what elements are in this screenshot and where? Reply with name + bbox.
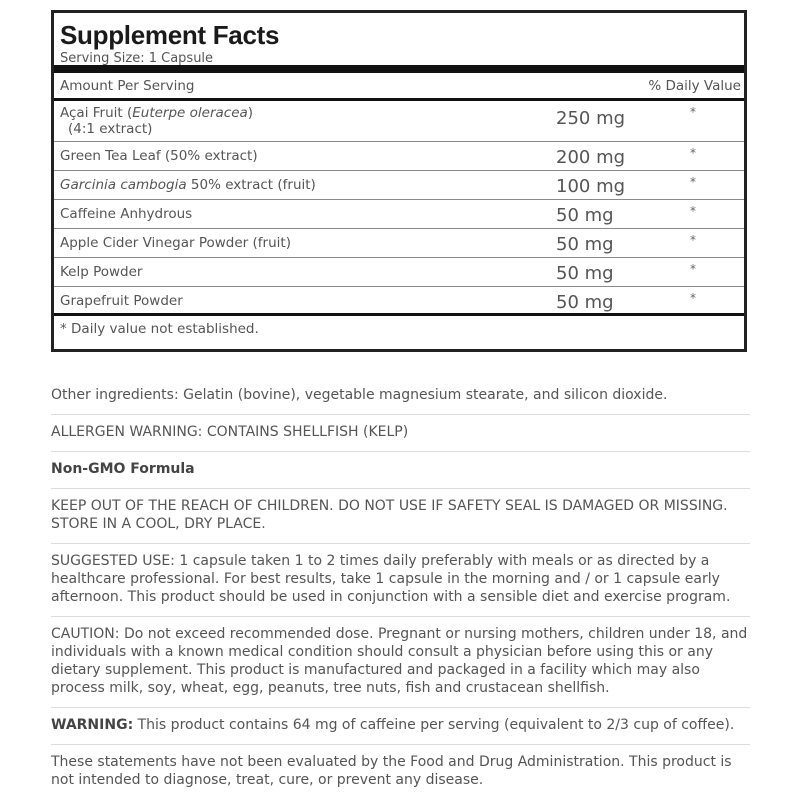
ingredient-dv: * xyxy=(690,175,696,189)
ingredient-name: Caffeine Anhydrous xyxy=(60,206,193,222)
non-gmo-section xyxy=(51,452,750,489)
ingredient-name: Garcinia cambogia 50% extract (fruit) xyxy=(60,177,316,193)
label-text-sections xyxy=(51,378,750,799)
ingredient-row xyxy=(54,171,744,200)
supplement-facts-panel xyxy=(51,10,747,352)
ingredient-row xyxy=(54,200,744,229)
ingredient-row xyxy=(54,287,744,316)
ingredient-row xyxy=(54,229,744,258)
ingredient-dv: * xyxy=(690,262,696,276)
ingredient-dv: * xyxy=(690,204,696,218)
ingredient-dv: * xyxy=(690,146,696,160)
panel-title: Supplement Facts xyxy=(60,20,280,50)
keep-out-section xyxy=(51,489,750,544)
ingredient-name: Kelp Powder xyxy=(60,264,143,280)
daily-value-header: % Daily Value xyxy=(648,77,741,94)
ingredient-amount: 200 mg xyxy=(556,147,626,168)
amount-header-row xyxy=(54,73,744,101)
serving-size: Serving Size: 1 Capsule xyxy=(60,51,214,66)
ingredient-name: Apple Cider Vinegar Powder (fruit) xyxy=(60,235,291,251)
suggested-use-section xyxy=(51,544,750,617)
ingredient-dv: * xyxy=(690,291,696,305)
ingredient-name: Grapefruit Powder xyxy=(60,293,183,309)
keep-out-text: KEEP OUT OF THE REACH OF CHILDREN. DO NOT USE IF SAFETY SEAL IS DAMAGED OR MISSING. STORE IN A COOL, DRY PLACE. xyxy=(51,498,728,532)
ingredient-row xyxy=(54,258,744,287)
ingredient-row xyxy=(54,142,744,171)
ingredient-amount: 50 mg xyxy=(556,263,614,284)
ingredient-amount: 50 mg xyxy=(556,292,614,313)
other-ingredients-section xyxy=(51,378,750,415)
allergen-warning: ALLERGEN WARNING: CONTAINS SHELLFISH (KELP) xyxy=(51,424,409,440)
ingredient-amount: 50 mg xyxy=(556,205,614,226)
allergen-section xyxy=(51,415,750,452)
panel-header xyxy=(54,13,744,73)
warning-text xyxy=(51,716,750,734)
warning-label: WARNING: xyxy=(51,717,134,733)
amount-per-serving-label: Amount Per Serving xyxy=(60,77,195,94)
ingredient-dv: * xyxy=(690,105,696,119)
panel-footnote: * Daily value not established. xyxy=(60,321,259,337)
non-gmo-label: Non-GMO Formula xyxy=(51,461,195,477)
warning-section xyxy=(51,708,750,745)
caution-text: CAUTION: Do not exceed recommended dose. Pregnant or nursing mothers, children under 18, and individuals with a known medical condition should consult a physician before using this or any dietary supplement. This product is manufactured and packaged in a facility which may also process milk, soy, wheat, egg, peanuts, tree nuts, fish and crustacean shellfish. xyxy=(51,626,748,696)
warning-body: This product contains 64 mg of caffeine per serving (equivalent to 2/3 cup of coffee). xyxy=(133,717,735,733)
ingredient-amount: 250 mg xyxy=(556,108,626,129)
fda-disclaimer-section xyxy=(51,745,750,799)
fda-disclaimer: These statements have not been evaluated by the Food and Drug Administration. This product is not intended to diagnose, treat, cure, or prevent any disease. xyxy=(51,754,732,788)
ingredient-amount: 50 mg xyxy=(556,234,614,255)
suggested-use-text: SUGGESTED USE: 1 capsule taken 1 to 2 times daily preferably with meals or as directed by a healthcare professional. For best results, take 1 capsule in the morning and / or 1 capsule early afternoon. This product should be used in conjunction with a sensible diet and exercise program. xyxy=(51,553,731,605)
caution-section xyxy=(51,617,750,708)
ingredient-amount: 100 mg xyxy=(556,176,626,197)
other-ingredients: Other ingredients: Gelatin (bovine), vegetable magnesium stearate, and silicon dioxide. xyxy=(51,387,668,403)
ingredient-name: Green Tea Leaf (50% extract) xyxy=(60,148,258,164)
ingredient-row xyxy=(54,101,744,142)
ingredient-dv: * xyxy=(690,233,696,247)
ingredient-name: Açai Fruit (Euterpe oleracea) (4:1 extract) xyxy=(60,105,254,137)
